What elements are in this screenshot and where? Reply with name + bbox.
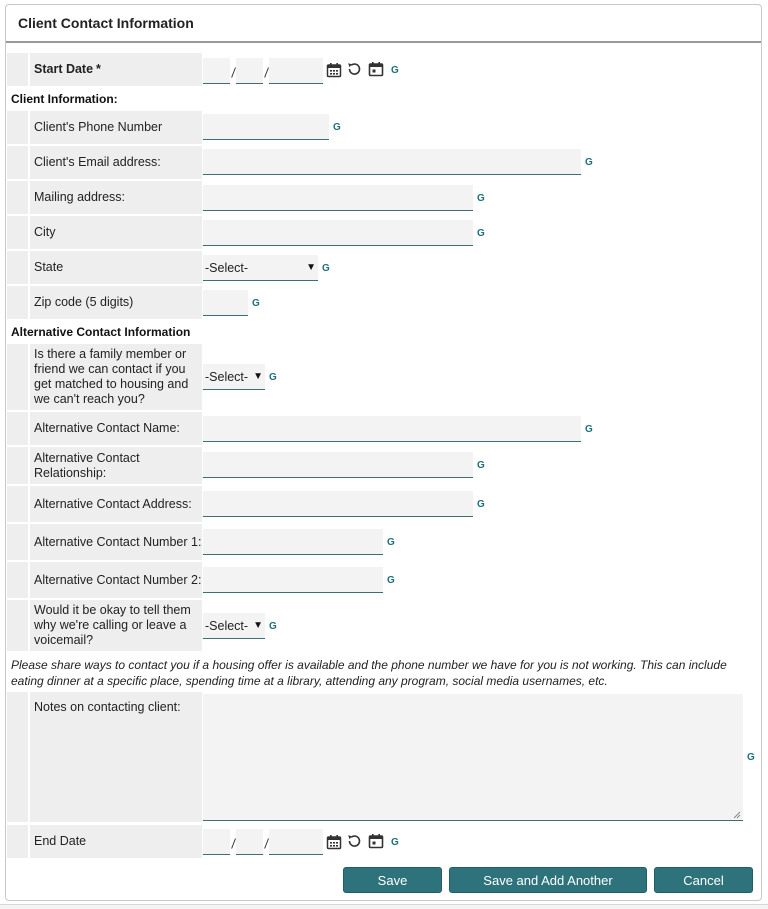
g-indicator[interactable]: G: [477, 228, 485, 239]
g-indicator[interactable]: G: [477, 499, 485, 510]
g-indicator[interactable]: G: [269, 372, 277, 383]
alt-number1-label: Alternative Contact Number 1:: [30, 524, 202, 560]
calendar-icon[interactable]: [326, 834, 342, 850]
g-indicator[interactable]: G: [477, 460, 485, 471]
panel-header: [6, 5, 761, 43]
notes-label: Notes on contacting client:: [30, 692, 202, 822]
end-date-day-input[interactable]: [236, 829, 263, 855]
calendar-today-icon[interactable]: [368, 833, 384, 849]
chevron-down-icon: ▼: [253, 371, 263, 382]
start-date-label: Start Date *: [30, 53, 202, 86]
alt-number2-label: Alternative Contact Number 2:: [30, 562, 202, 598]
mailing-label: Mailing address:: [30, 181, 202, 214]
email-input[interactable]: [203, 149, 581, 175]
phone-label: Client's Phone Number: [30, 111, 202, 144]
resize-handle-icon[interactable]: [733, 811, 741, 819]
calendar-icon[interactable]: [326, 62, 342, 78]
zip-input[interactable]: [203, 290, 248, 316]
alt-name-input[interactable]: [203, 416, 581, 442]
city-label: City: [30, 216, 202, 249]
alt-name-label: Alternative Contact Name:: [30, 412, 202, 445]
alt-address-label: Alternative Contact Address:: [30, 486, 202, 522]
alt-number2-input[interactable]: [203, 567, 383, 593]
alt-relationship-label: Alternative Contact Relationship:: [30, 447, 202, 484]
phone-input[interactable]: [203, 114, 329, 140]
date-separator: /: [231, 837, 237, 852]
zip-row: [7, 286, 755, 319]
g-indicator[interactable]: G: [391, 65, 399, 76]
g-indicator[interactable]: G: [333, 122, 341, 133]
save-button[interactable]: Save: [343, 867, 442, 893]
start-date-month-input[interactable]: [203, 58, 230, 84]
alt-number1-input[interactable]: [203, 529, 383, 555]
zip-label: Zip code (5 digits): [30, 286, 202, 319]
calendar-today-icon[interactable]: [368, 61, 384, 77]
city-input[interactable]: [203, 220, 473, 246]
g-indicator[interactable]: G: [585, 424, 593, 435]
g-indicator[interactable]: G: [391, 837, 399, 848]
save-and-add-another-button[interactable]: Save and Add Another: [449, 867, 647, 893]
g-indicator[interactable]: G: [252, 298, 260, 309]
g-indicator[interactable]: G: [747, 752, 755, 763]
contact-instructions: Please share ways to contact you if a housing offer is available and the phone number we have for you is not working. This can include eating dinner at a specific place, spending time at a library, attending any program, social media usernames, etc.: [11, 658, 727, 688]
g-indicator[interactable]: G: [269, 621, 277, 632]
voicemail-label: Would it be okay to tell them why we're calling or leave a voicemail?: [30, 600, 202, 651]
phone-row: [7, 111, 755, 144]
g-indicator[interactable]: G: [387, 575, 395, 586]
chevron-down-icon: ▼: [306, 262, 316, 273]
reset-icon[interactable]: [346, 61, 362, 77]
section-client-information: Client Information:: [11, 92, 118, 106]
g-indicator[interactable]: G: [477, 193, 485, 204]
state-label: State: [30, 251, 202, 284]
state-row: [7, 251, 755, 284]
start-date-year-input[interactable]: [269, 58, 323, 84]
end-date-year-input[interactable]: [269, 829, 323, 855]
alt-relationship-input[interactable]: [203, 452, 473, 478]
mailing-address-input[interactable]: [203, 185, 473, 211]
voicemail-select[interactable]: -Select- ▼: [203, 613, 265, 639]
page-bottom-edge: [0, 904, 768, 909]
family-contact-select[interactable]: -Select- ▼: [203, 364, 265, 390]
g-indicator[interactable]: G: [322, 263, 330, 274]
end-date-label: End Date: [30, 825, 202, 858]
g-indicator[interactable]: G: [387, 537, 395, 548]
reset-icon[interactable]: [346, 833, 362, 849]
date-separator: /: [231, 66, 237, 81]
date-separator: /: [264, 66, 270, 81]
state-select[interactable]: -Select- ▼: [203, 255, 318, 281]
cancel-button[interactable]: Cancel: [654, 867, 753, 893]
start-date-day-input[interactable]: [236, 58, 263, 84]
required-marker: *: [96, 62, 101, 76]
panel-title: Client Contact Information: [18, 15, 194, 31]
alt-address-input[interactable]: [203, 491, 473, 517]
section-alternative-contact: Alternative Contact Information: [11, 325, 191, 339]
voicemail-row: [7, 600, 755, 651]
chevron-down-icon: ▼: [253, 620, 263, 631]
g-indicator[interactable]: G: [585, 157, 593, 168]
family-contact-row: [7, 344, 755, 410]
notes-textarea[interactable]: [203, 694, 743, 821]
family-contact-label: Is there a family member or friend we can contact if you get matched to housing and we can't reach you?: [30, 344, 202, 410]
end-date-month-input[interactable]: [203, 829, 230, 855]
date-separator: /: [264, 837, 270, 852]
email-label: Client's Email address:: [30, 146, 202, 179]
